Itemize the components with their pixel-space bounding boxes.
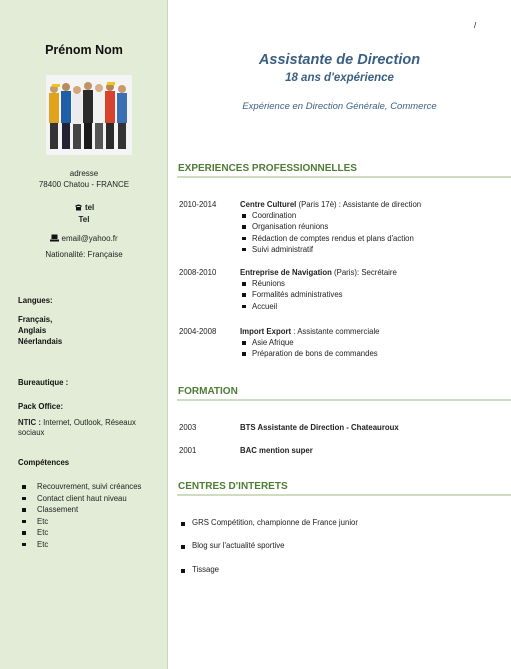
experience-years: 2004-2008 [179,327,217,336]
phone-number-2: Tel [78,215,90,224]
job-detail: : Assistante commerciale [291,327,380,336]
email-address[interactable]: email@yahoo.fr [61,234,118,244]
experience-entry [240,200,510,255]
ntic-label: NTIC : [18,418,41,427]
company-name: Centre Culturel [240,200,297,209]
company-name: Import Export [240,327,292,336]
list-item: Etc [22,539,141,551]
list-item: Asie Afrique [240,337,510,348]
sidebar [0,0,168,669]
experience-years: 2010-2014 [179,200,217,209]
phone-icon [74,203,83,213]
competences-label: Compétences [18,458,70,467]
competences-list [22,481,141,551]
bureautique-label: Bureautique : [18,378,69,387]
corner-mark: / [474,21,477,30]
experience-years: 2008-2010 [179,268,217,277]
interest-item: GRS Compétition, championne de France junior [181,518,358,527]
divider [177,399,511,401]
language-item: Français, [18,315,53,324]
section-heading-formation: FORMATION [178,386,238,397]
phone-line-1 [0,203,168,213]
list-item: Contact client haut niveau [22,493,141,505]
profile-photo [46,75,132,155]
list-item: Préparation de bons de commandes [240,348,510,359]
candidate-name: Prénom Nom [45,43,123,57]
interest-item: Blog sur l'actualité sportive [181,541,285,550]
job-detail: (Paris): Secrétaire [331,268,397,277]
divider [177,176,511,178]
tagline: Expérience en Direction Générale, Commerce [242,101,437,112]
list-item: Rédaction de comptes rendus et plans d'action [240,233,510,244]
list-item: Classement [22,504,141,516]
languages-label: Langues: [18,296,53,305]
formation-year: 2003 [179,423,197,432]
list-item: Etc [22,516,141,528]
list-item: Organisation réunions [240,221,510,232]
list-item: Etc [22,527,141,539]
section-heading-interests: CENTRES D'INTERETS [178,481,288,492]
formation-title: BTS Assistante de Direction - Chateauroux [240,423,399,432]
formation-year: 2001 [179,446,197,455]
interest-item: Tissage [181,565,219,574]
language-item: Anglais [18,326,47,335]
language-item: Néerlandais [18,337,63,346]
list-item: Accueil [240,301,510,312]
list-item: Suivi administratif [240,244,510,255]
job-detail: (Paris 17è) : Assistante de direction [296,200,422,209]
address-label: adresse [69,169,99,178]
list-item: Coordination [240,210,510,221]
address-city: 78400 Chatou - FRANCE [38,180,130,189]
phone-number-1: tel [84,203,95,213]
nationality: Nationalité: Française [45,250,123,259]
experience-years: 18 ans d'expérience [285,72,394,84]
email-line [0,234,168,244]
list-item: Réunions [240,278,510,289]
list-item: Recouvrement, suivi créances [22,481,141,493]
ntic-value: Internet, Outlook, Réseaux sociaux [18,418,136,437]
divider [177,494,511,496]
formation-title: BAC mention super [240,446,313,455]
ntic-line [18,418,158,438]
experience-entry [240,327,510,360]
pack-office-label: Pack Office: [18,402,64,411]
experience-entry [240,268,510,312]
section-heading-experience: EXPERIENCES PROFESSIONNELLES [178,163,357,174]
job-title: Assistante de Direction [258,52,421,68]
computer-icon [50,234,59,244]
company-name: Entreprise de Navigation [240,268,332,277]
list-item: Formalités administratives [240,289,510,300]
